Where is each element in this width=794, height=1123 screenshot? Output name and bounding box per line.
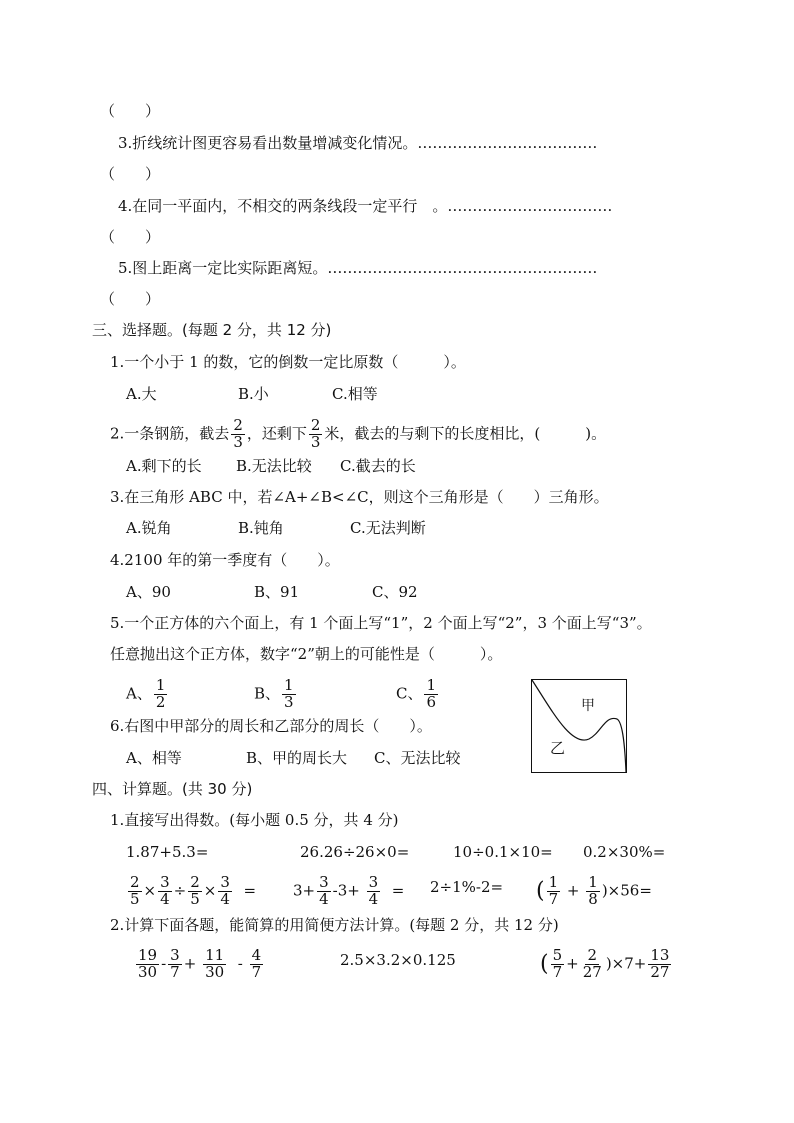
- figure-square: [532, 680, 627, 773]
- section-heading-calc: 四、计算题。(共 30 分): [92, 780, 253, 798]
- choice-q5-line1: 5.一个正方体的六个面上，有 1 个面上写“1”，2 个面上写“2”，3 个面上写“3”。: [110, 614, 652, 632]
- judge-q4: 4.在同一平面内，不相交的两条线段一定平行 。……………………………: [118, 197, 613, 215]
- choice-q1-option-a: A.大: [126, 385, 157, 403]
- choice-q4-option-c: C、92: [372, 583, 418, 601]
- fraction: $\frac{2}{3}$: [233, 416, 243, 451]
- answer-paren: （ ）: [100, 102, 161, 120]
- choice-q3-option-c: C.无法判断: [350, 519, 426, 537]
- fraction: $\frac{4}{7}$: [251, 946, 262, 981]
- choice-q6-option-c: C、无法比较: [374, 749, 461, 767]
- choice-q2-option-c: C.截去的长: [340, 457, 416, 475]
- choice-q5-option-a: A、 $\frac{1}{2}$: [126, 676, 166, 711]
- choice-q2-option-a: A.剩下的长: [126, 457, 202, 475]
- fraction: $\frac{2}{5}$: [130, 873, 140, 908]
- choice-q6-option-a: A、相等: [126, 749, 182, 767]
- choice-q5-line2: 任意抛出这个正方体，数字“2”朝上的可能性是（ ）。: [110, 645, 503, 663]
- choice-q1: 1.一个小于 1 的数，它的倒数一定比原数（ ）。: [110, 353, 466, 371]
- fraction: $\frac{1}{3}$: [284, 676, 294, 711]
- calc-row2-e2: 3+ $\frac{3}{4}$ -3+ $\frac{3}{4}$ =: [293, 873, 405, 908]
- fraction: $\frac{13}{27}$: [650, 946, 670, 981]
- fraction: $\frac{3}{4}$: [160, 873, 170, 908]
- calc-row1-e1: 1.87+5.3=: [126, 843, 209, 861]
- choice-q5-option-b: B、 $\frac{1}{3}$: [254, 676, 294, 711]
- judge-q5: 5.图上距离一定比实际距离短。………………………………………………: [118, 259, 598, 277]
- fraction: $\frac{1}{6}$: [426, 676, 437, 711]
- choice-q1-option-c: C.相等: [332, 385, 378, 403]
- answer-paren: （ ）: [100, 165, 161, 183]
- choice-q1-option-b: B.小: [238, 385, 269, 403]
- calc-row2-e1: $\frac{2}{5}$ × $\frac{3}{4}$ ÷ $\frac{2}{5}$ × $\frac{3}{4}$ =: [130, 873, 257, 908]
- calc-row3-e2: 2.5×3.2×0.125: [340, 951, 456, 969]
- label-jia: 甲: [581, 698, 595, 714]
- calc-row1-e2: 26.26÷26×0=: [300, 843, 410, 861]
- fraction: $\frac{1}{2}$: [155, 676, 166, 711]
- answer-paren: （ ）: [100, 290, 161, 308]
- calc-row3-e1: $\frac{19}{30}$ - $\frac{3}{7}$ + $\frac{11}{30}$ - $\frac{4}{7}$: [138, 946, 262, 981]
- choice-q4: 4.2100 年的第一季度有（ ）。: [110, 551, 340, 569]
- answer-paren: （ ）: [100, 228, 161, 246]
- fraction: $\frac{19}{30}$: [138, 946, 158, 981]
- fraction: $\frac{2}{3}$: [310, 416, 321, 451]
- choice-q6: 6.右图中甲部分的周长和乙部分的周长（ ）。: [110, 717, 432, 735]
- fraction: $\frac{5}{7}$: [552, 946, 563, 981]
- fraction: $\frac{3}{7}$: [170, 946, 180, 981]
- fraction: $\frac{1}{7}$: [548, 873, 559, 908]
- choice-q3-option-b: B.钝角: [238, 519, 284, 537]
- calc-sub2: 2.计算下面各题，能简算的用简便方法计算。(每题 2 分，共 12 分): [110, 916, 559, 934]
- fraction: $\frac{3}{4}$: [220, 873, 230, 908]
- calc-row1-e3: 10÷0.1×10=: [453, 843, 553, 861]
- choice-q3: 3.在三角形 ABC 中，若∠A+∠B<∠C，则这个三角形是（ ）三角形。: [110, 488, 609, 506]
- choice-q3-option-a: A.锐角: [126, 519, 172, 537]
- calc-row3-e3: ( $\frac{5}{7}$ + $\frac{2}{27}$ )×7+ $\frac{13}{27}$: [540, 946, 670, 981]
- choice-q2: 2.一条钢筋，截去 $\frac{2}{3}$ ，还剩下 $\frac{2}{3}$ 米，截去的与剩下的长度相比，( )。: [110, 416, 607, 451]
- fraction: $\frac{1}{8}$: [588, 873, 598, 908]
- choice-q2-option-b: B.无法比较: [236, 457, 312, 475]
- choice-q5-option-c: C、 $\frac{1}{6}$: [396, 676, 437, 711]
- label-yi: 乙: [550, 739, 566, 757]
- fraction: $\frac{3}{4}$: [319, 873, 329, 908]
- calc-row2-e4: ( $\frac{1}{7}$ + $\frac{1}{8}$ )×56=: [536, 873, 652, 908]
- calc-sub1: 1.直接写出得数。(每小题 0.5 分，共 4 分): [110, 811, 399, 829]
- calc-row1-e4: 0.2×30%=: [583, 843, 666, 861]
- choice-q4-option-b: B、91: [254, 583, 300, 601]
- judge-q3: 3.折线统计图更容易看出数量增减变化情况。………………………………: [118, 134, 598, 152]
- choice-q4-option-a: A、90: [126, 583, 171, 601]
- calc-row2-e3: 2÷1%-2=: [430, 878, 504, 896]
- fraction: $\frac{3}{4}$: [368, 873, 379, 908]
- fraction: $\frac{11}{30}$: [205, 946, 225, 981]
- curve-figure: [531, 679, 627, 773]
- fraction: $\frac{2}{27}$: [582, 946, 602, 981]
- choice-q6-option-b: B、甲的周长大: [246, 749, 348, 767]
- figure-curve: [532, 680, 626, 772]
- fraction: $\frac{2}{5}$: [190, 873, 200, 908]
- section-heading-choice: 三、选择题。(每题 2 分，共 12 分): [92, 321, 332, 339]
